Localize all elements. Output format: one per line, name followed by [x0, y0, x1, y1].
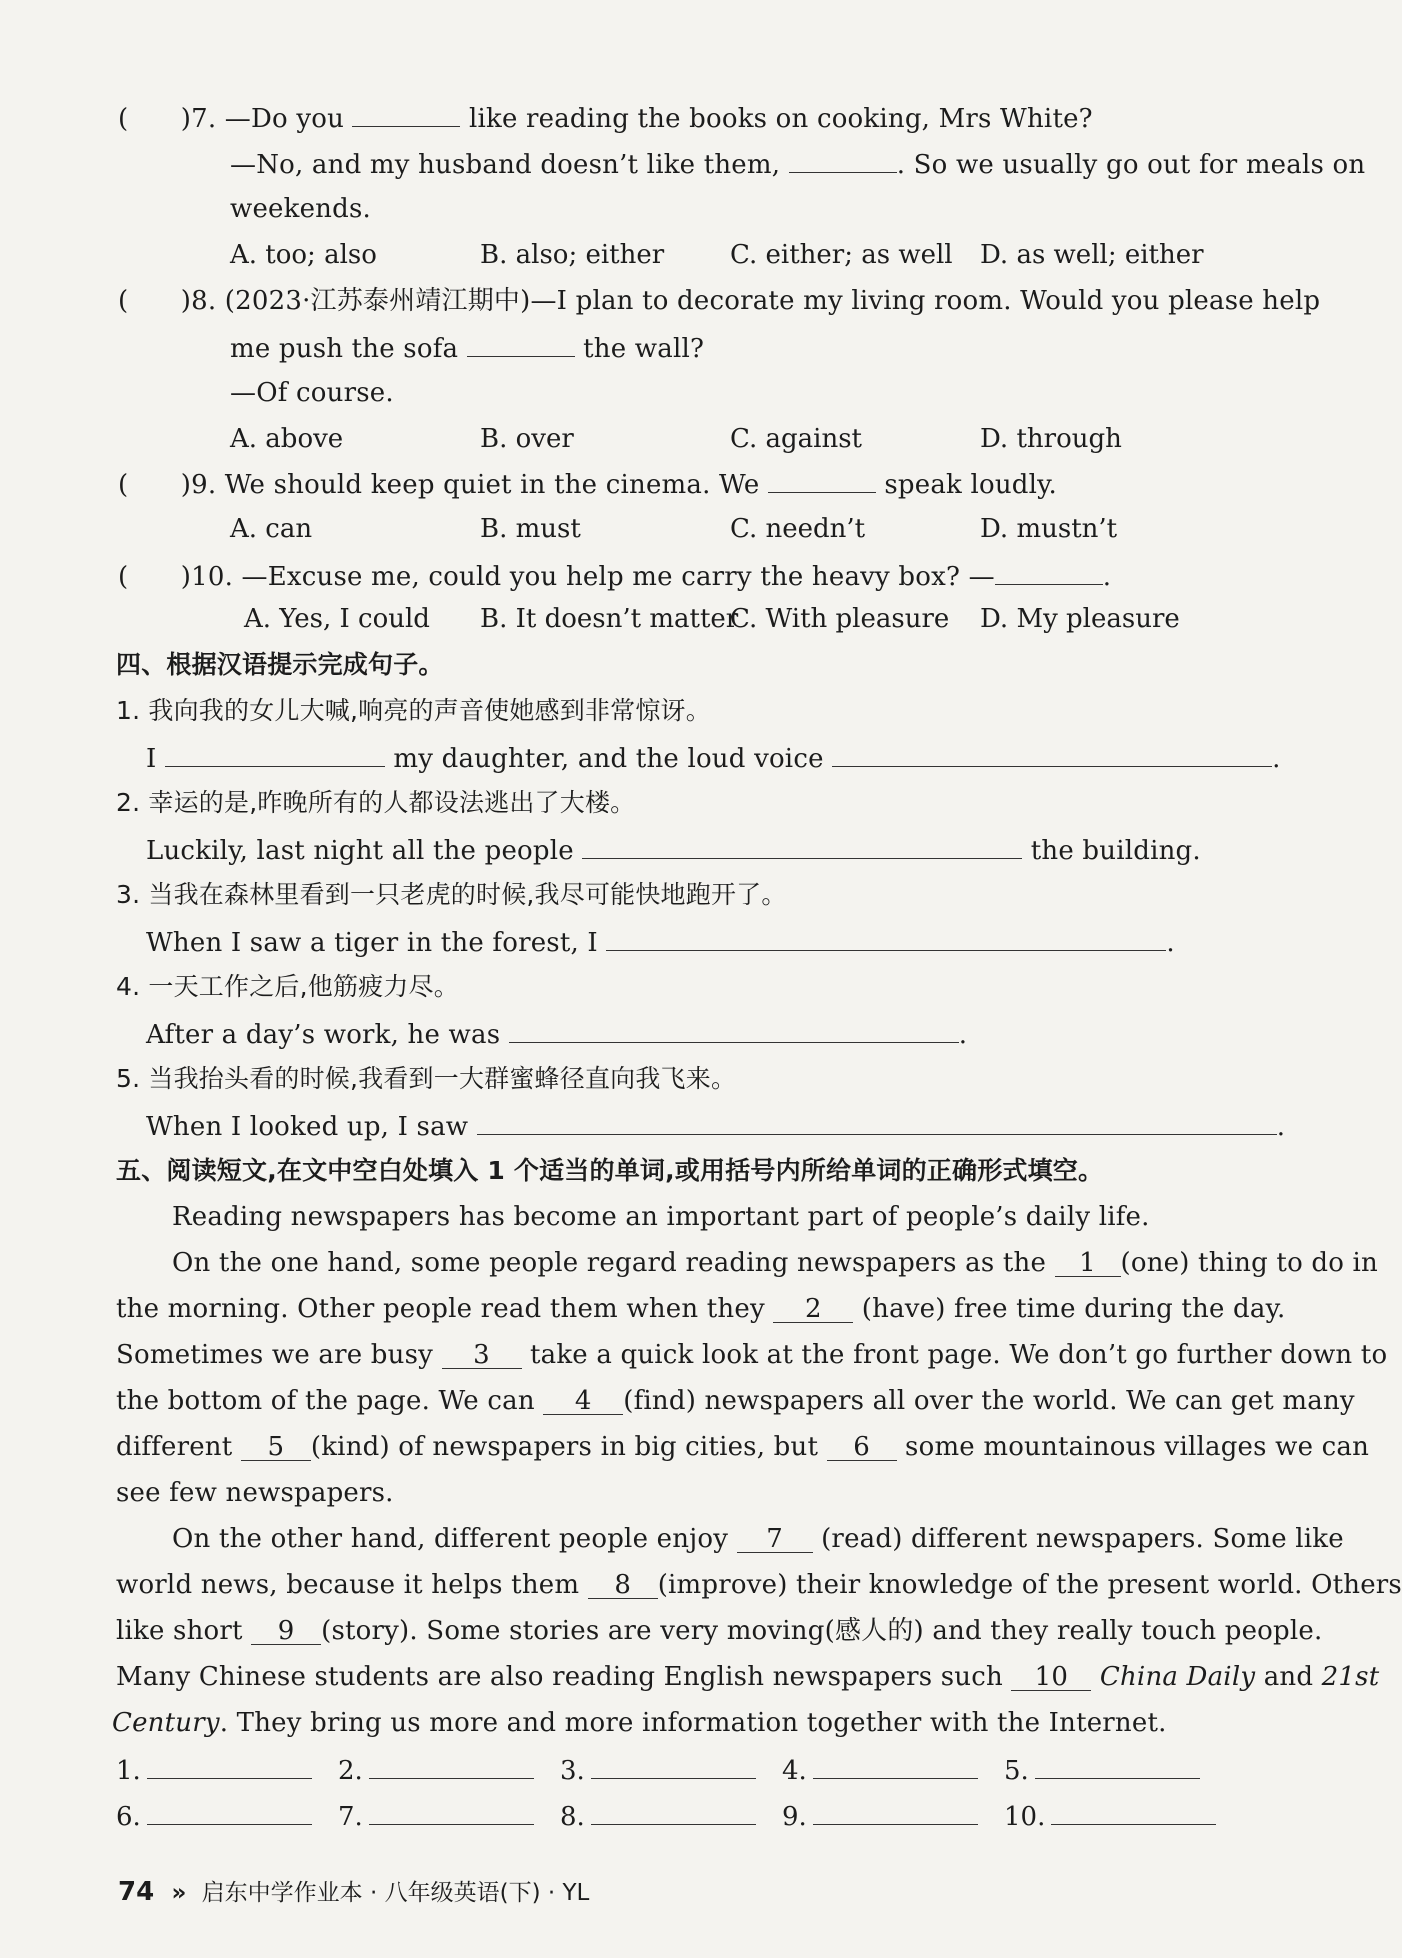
q9-option-c[interactable]: C. needn’t — [730, 514, 866, 544]
q7-option-d[interactable]: D. as well; either — [980, 240, 1204, 270]
q8-line3: —Of course. — [230, 378, 394, 408]
answer-8: 8. — [560, 1798, 756, 1834]
section5-title: 五、阅读短文,在文中空白处填入 1 个适当的单词,或用括号内所给单词的正确形式填空。 — [116, 1156, 1104, 1185]
s4-item3-english: When I saw a tiger in the forest, I . — [146, 924, 1175, 960]
s5-blank-3[interactable]: 3 — [442, 1342, 522, 1369]
s5-blank-7[interactable]: 7 — [737, 1526, 813, 1553]
q7-option-b[interactable]: B. also; either — [480, 240, 665, 270]
q7-option-c[interactable]: C. either; as well — [730, 240, 953, 270]
s5-line3: Sometimes we are busy 3 take a quick look at the front page. We don’t go further down to — [116, 1340, 1388, 1370]
s4-item4-chinese: 4. 一天工作之后,他筋疲力尽。 — [116, 972, 459, 1001]
answer-7: 7. — [338, 1798, 534, 1834]
answer-5-blank[interactable] — [1035, 1752, 1200, 1779]
s5-line7: On the other hand, different people enjoy 7 (read) different newspapers. Some like — [172, 1524, 1344, 1554]
s5-blank-1[interactable]: 1 — [1055, 1250, 1121, 1277]
answer-6: 6. — [116, 1798, 312, 1834]
section4-title: 四、根据汉语提示完成句子。 — [116, 650, 444, 679]
q10-blank[interactable] — [995, 558, 1103, 585]
s4-item1-blank-1[interactable] — [165, 740, 385, 767]
s5-line11: Century. They bring us more and more information together with the Internet. — [112, 1708, 1167, 1738]
answer-1-blank[interactable] — [147, 1752, 312, 1779]
q10-option-c[interactable]: C. With pleasure — [730, 604, 950, 634]
s5-line9: like short 9 (story). Some stories are very moving(感人的) and they really touch people. — [116, 1616, 1323, 1646]
s4-item1-chinese: 1. 我向我的女儿大喊,响亮的声音使她感到非常惊讶。 — [116, 696, 711, 725]
q7-option-a[interactable]: A. too; also — [230, 240, 377, 270]
answer-9-blank[interactable] — [813, 1798, 978, 1825]
q7-blank-1[interactable] — [352, 100, 460, 127]
s4-item3-blank[interactable] — [606, 924, 1166, 951]
q10-option-b[interactable]: B. It doesn’t matter — [480, 604, 739, 634]
q7-blank-2[interactable] — [789, 146, 897, 173]
answer-4-blank[interactable] — [813, 1752, 978, 1779]
s5-blank-10[interactable]: 10 — [1011, 1664, 1091, 1691]
answer-10-blank[interactable] — [1051, 1798, 1216, 1825]
s5-line1: On the one hand, some people regard reading newspapers as the 1 (one) thing to do in — [172, 1248, 1379, 1278]
q8-option-c[interactable]: C. against — [730, 424, 862, 454]
q8-line1: ( )8. (2023·江苏泰州靖江期中)—I plan to decorate my living room. Would you please help — [118, 286, 1321, 316]
q9-option-d[interactable]: D. mustn’t — [980, 514, 1118, 544]
q8-option-b[interactable]: B. over — [480, 424, 574, 454]
q8-blank[interactable] — [467, 330, 575, 357]
q7-line2: —No, and my husband doesn’t like them, . So we usually go out for meals on — [230, 146, 1365, 182]
s5-blank-6[interactable]: 6 — [827, 1434, 897, 1461]
answer-3: 3. — [560, 1752, 756, 1788]
s5-line6: see few newspapers. — [116, 1478, 394, 1508]
s5-line4: the bottom of the page. We can 4 (find) newspapers all over the world. We can get many — [116, 1386, 1355, 1416]
s5-para1: Reading newspapers has become an important part of people’s daily life. — [172, 1202, 1150, 1232]
page-number: 74 — [118, 1877, 155, 1907]
answer-9: 9. — [782, 1798, 978, 1834]
q9-line1: ( )9. We should keep quiet in the cinema. We speak loudly. — [118, 466, 1057, 502]
answer-8-blank[interactable] — [591, 1798, 756, 1825]
s4-item2-chinese: 2. 幸运的是,昨晚所有的人都设法逃出了大楼。 — [116, 788, 636, 817]
answer-5: 5. — [1004, 1752, 1200, 1788]
s5-blank-4[interactable]: 4 — [543, 1388, 623, 1415]
q8-option-d[interactable]: D. through — [980, 424, 1122, 454]
q10-line1: ( )10. —Excuse me, could you help me carry the heavy box? — . — [118, 558, 1111, 594]
s5-line8: world news, because it helps them 8 (improve) their knowledge of the present world. Others — [116, 1570, 1402, 1600]
q8-option-a[interactable]: A. above — [230, 424, 344, 454]
answer-7-blank[interactable] — [369, 1798, 534, 1825]
answer-1: 1. — [116, 1752, 312, 1788]
s4-item3-chinese: 3. 当我在森林里看到一只老虎的时候,我尽可能快地跑开了。 — [116, 880, 787, 909]
s4-item5-english: When I looked up, I saw . — [146, 1108, 1285, 1144]
s4-item1-english: I my daughter, and the loud voice . — [146, 740, 1281, 776]
s5-blank-9[interactable]: 9 — [251, 1618, 321, 1645]
s4-item4-blank[interactable] — [509, 1016, 959, 1043]
s5-line5: different 5 (kind) of newspapers in big cities, but 6 some mountainous villages we can — [116, 1432, 1370, 1462]
double-chevron-icon: » — [171, 1880, 187, 1906]
q10-option-d[interactable]: D. My pleasure — [980, 604, 1180, 634]
answer-2: 2. — [338, 1752, 534, 1788]
s5-blank-8[interactable]: 8 — [588, 1572, 658, 1599]
s4-item2-blank[interactable] — [582, 832, 1022, 859]
q7-line1: ( )7. —Do you like reading the books on cooking, Mrs White? — [118, 100, 1093, 136]
answer-6-blank[interactable] — [147, 1798, 312, 1825]
s4-item2-english: Luckily, last night all the people the building. — [146, 832, 1201, 868]
answer-4: 4. — [782, 1752, 978, 1788]
answer-3-blank[interactable] — [591, 1752, 756, 1779]
q9-option-a[interactable]: A. can — [230, 514, 313, 544]
page-footer — [118, 1874, 589, 1907]
s4-item5-blank[interactable] — [477, 1108, 1277, 1135]
book-title: 启东中学作业本 · 八年级英语(下) · YL — [201, 1880, 590, 1906]
answer-2-blank[interactable] — [369, 1752, 534, 1779]
s4-item4-english: After a day’s work, he was . — [146, 1016, 967, 1052]
s5-line2: the morning. Other people read them when they 2 (have) free time during the day. — [116, 1294, 1286, 1324]
q8-line2: me push the sofa the wall? — [230, 330, 704, 366]
q7-line3: weekends. — [230, 194, 371, 224]
s5-blank-5[interactable]: 5 — [241, 1434, 311, 1461]
s5-line10: Many Chinese students are also reading English newspapers such 10 China Daily and 21st — [116, 1662, 1380, 1692]
s5-blank-2[interactable]: 2 — [773, 1296, 853, 1323]
s4-item1-blank-2[interactable] — [832, 740, 1272, 767]
answer-10: 10. — [1004, 1798, 1216, 1834]
q10-option-a[interactable]: A. Yes, I could — [244, 604, 430, 634]
q9-blank[interactable] — [768, 466, 876, 493]
q9-option-b[interactable]: B. must — [480, 514, 581, 544]
s4-item5-chinese: 5. 当我抬头看的时候,我看到一大群蜜蜂径直向我飞来。 — [116, 1064, 737, 1093]
